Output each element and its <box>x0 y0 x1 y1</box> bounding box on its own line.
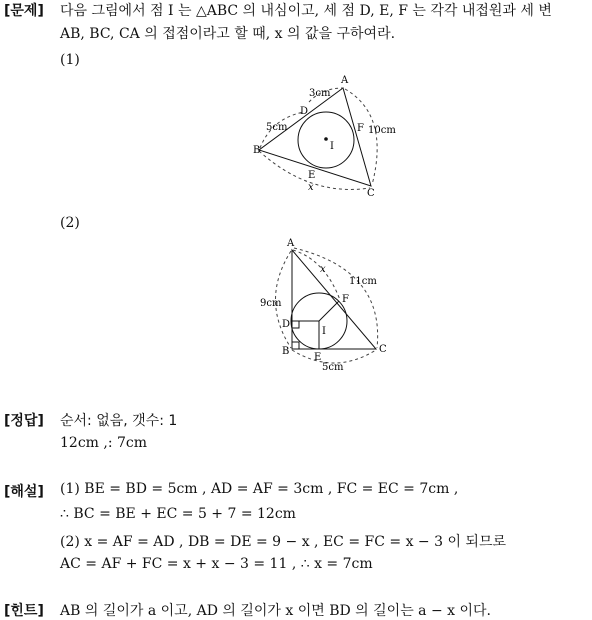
label-c-2: C <box>379 344 387 355</box>
answer-tag: [정답] <box>4 413 44 429</box>
triangle-abc-2 <box>292 250 376 349</box>
label-e-1: E <box>308 170 316 181</box>
label-f-1: F <box>357 123 364 134</box>
problem-line-2: AB, BC, CA 의 접점이라고 할 때, x 의 값을 구하여라. <box>60 26 396 42</box>
answer-line-2: 12cm ,: 7cm <box>60 435 148 451</box>
len-bc-2: 5cm <box>322 362 344 373</box>
label-d-1: D <box>300 106 309 117</box>
radius-if <box>319 301 339 321</box>
right-angle-b <box>292 342 299 349</box>
len-ab-2: 9cm <box>260 298 282 309</box>
solution-line-4: AC = AF + FC = x + x − 3 = 11 , ∴ x = 7cm <box>60 556 373 572</box>
label-a-2: A <box>287 238 295 249</box>
arc-af <box>293 250 340 300</box>
solution-line-3: (2) x = AF = AD , DB = DE = 9 − x , EC = FC = x − 3 이 되므로 <box>60 534 507 550</box>
solution-tag: [해설] <box>4 484 44 500</box>
right-angle-d <box>292 321 299 328</box>
label-a-1: A <box>341 75 349 86</box>
label-f-2: F <box>342 294 349 305</box>
label-b-1: B <box>253 145 261 156</box>
label-d-2: D <box>282 319 291 330</box>
label-b-2: B <box>282 346 290 357</box>
part1-label: (1) <box>60 52 80 68</box>
len-bd-1: 5cm <box>266 122 288 133</box>
problem-tag: [문제] <box>4 3 44 19</box>
len-x-2: x <box>320 264 326 275</box>
solution-line-2: ∴ BC = BE + EC = 5 + 7 = 12cm <box>60 506 296 522</box>
label-e-2: E <box>314 352 322 363</box>
len-ac-1: 10cm <box>368 125 396 136</box>
part2-label: (2) <box>60 215 80 231</box>
len-ad-1: 3cm <box>309 88 331 99</box>
hint-tag: [힌트] <box>4 603 44 619</box>
hint-text: AB 의 길이가 a 이고, AD 의 길이가 x 이면 BD 의 길이는 a − x 이다. <box>60 603 491 619</box>
problem-line-1: 다음 그림에서 점 I 는 △ABC 의 내심이고, 세 점 D, E, F 는 각각 내접원과 세 변 <box>60 3 552 19</box>
label-c-1: C <box>367 188 375 199</box>
solution-line-1: (1) BE = BD = 5cm , AD = AF = 3cm , FC = EC = 7cm , <box>60 481 459 497</box>
answer-line-1: 순서: 없음, 갯수: 1 <box>60 413 178 429</box>
label-i-2: I <box>322 326 326 337</box>
len-ac-2: 11cm <box>349 276 377 287</box>
label-i-1: I <box>330 141 334 152</box>
len-x-1: x <box>308 182 314 193</box>
